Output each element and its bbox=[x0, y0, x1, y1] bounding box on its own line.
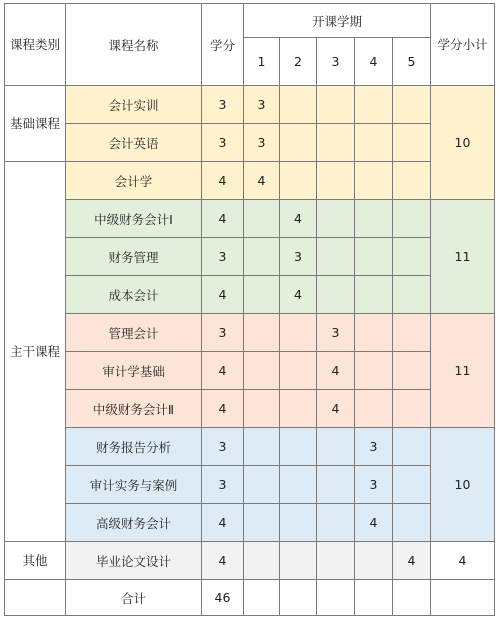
curriculum-table bbox=[4, 3, 495, 616]
header-semester-3: 3 bbox=[317, 38, 355, 86]
semester-cell-1 bbox=[244, 314, 280, 352]
semester-cell-1 bbox=[244, 466, 280, 504]
semester-cell-3 bbox=[317, 542, 355, 580]
semester-cell-4 bbox=[355, 86, 393, 124]
course-name: 会计英语 bbox=[66, 124, 202, 162]
semester-cell-3: 4 bbox=[317, 390, 355, 428]
total-empty-cell bbox=[431, 580, 495, 616]
course-name: 高级财务会计 bbox=[66, 504, 202, 542]
semester-cell-3 bbox=[317, 162, 355, 200]
course-name: 会计学 bbox=[66, 162, 202, 200]
table-row bbox=[5, 162, 495, 200]
course-name: 中级财务会计Ⅰ bbox=[66, 200, 202, 238]
semester-cell-3 bbox=[317, 428, 355, 466]
semester-cell-2: 4 bbox=[280, 200, 317, 238]
semester-cell-5: 4 bbox=[393, 542, 431, 580]
course-name: 审计实务与案例 bbox=[66, 466, 202, 504]
semester-cell-1 bbox=[244, 428, 280, 466]
course-credits: 4 bbox=[202, 162, 244, 200]
semester-cell-3 bbox=[317, 504, 355, 542]
header-semester-5: 5 bbox=[393, 38, 431, 86]
semester-cell-3 bbox=[317, 276, 355, 314]
semester-cell-3 bbox=[317, 124, 355, 162]
semester-cell-3: 3 bbox=[317, 314, 355, 352]
course-name: 管理会计 bbox=[66, 314, 202, 352]
semester-cell-1: 3 bbox=[244, 124, 280, 162]
semester-cell-4 bbox=[355, 200, 393, 238]
semester-cell-2 bbox=[280, 466, 317, 504]
semester-cell-1 bbox=[244, 238, 280, 276]
table-row bbox=[5, 124, 495, 162]
course-credits: 4 bbox=[202, 504, 244, 542]
semester-cell-4: 3 bbox=[355, 428, 393, 466]
course-credits: 3 bbox=[202, 238, 244, 276]
semester-cell-4 bbox=[355, 542, 393, 580]
semester-cell-4 bbox=[355, 390, 393, 428]
course-name: 毕业论文设计 bbox=[66, 542, 202, 580]
table-row bbox=[5, 504, 495, 542]
semester-cell-1 bbox=[244, 390, 280, 428]
table-row bbox=[5, 238, 495, 276]
semester-cell-4 bbox=[355, 314, 393, 352]
table-row bbox=[5, 86, 495, 124]
course-credits: 3 bbox=[202, 124, 244, 162]
table-row bbox=[5, 276, 495, 314]
course-credits: 3 bbox=[202, 466, 244, 504]
category-cell-other: 其他 bbox=[5, 542, 66, 580]
semester-cell-1 bbox=[244, 200, 280, 238]
semester-cell-5 bbox=[393, 352, 431, 390]
semester-cell-1 bbox=[244, 504, 280, 542]
semester-cell-4: 3 bbox=[355, 466, 393, 504]
subtotal-cell: 11 bbox=[431, 314, 495, 428]
header-subtotal: 学分小计 bbox=[431, 4, 495, 86]
semester-cell-2 bbox=[280, 352, 317, 390]
semester-cell-2 bbox=[280, 504, 317, 542]
course-credits: 4 bbox=[202, 276, 244, 314]
semester-cell-5 bbox=[393, 86, 431, 124]
header-course-name: 课程名称 bbox=[66, 4, 202, 86]
total-label: 合计 bbox=[66, 580, 202, 616]
semester-cell-5 bbox=[393, 390, 431, 428]
course-credits: 4 bbox=[202, 390, 244, 428]
subtotal-cell: 4 bbox=[431, 542, 495, 580]
table-row bbox=[5, 390, 495, 428]
table-row bbox=[5, 352, 495, 390]
category-cell-core: 主干课程 bbox=[5, 162, 66, 542]
total-row bbox=[5, 580, 495, 616]
header-row-1 bbox=[5, 4, 495, 38]
course-name: 成本会计 bbox=[66, 276, 202, 314]
semester-cell-2 bbox=[280, 314, 317, 352]
total-empty-cell bbox=[280, 580, 317, 616]
total-empty-cell bbox=[355, 580, 393, 616]
semester-cell-2 bbox=[280, 428, 317, 466]
semester-cell-4 bbox=[355, 238, 393, 276]
semester-cell-3: 4 bbox=[317, 352, 355, 390]
table-row bbox=[5, 314, 495, 352]
course-credits: 3 bbox=[202, 86, 244, 124]
table-row bbox=[5, 466, 495, 504]
header-semester-group: 开课学期 bbox=[244, 4, 431, 38]
semester-cell-4 bbox=[355, 162, 393, 200]
header-semester-4: 4 bbox=[355, 38, 393, 86]
course-name: 审计学基础 bbox=[66, 352, 202, 390]
semester-cell-2: 4 bbox=[280, 276, 317, 314]
semester-cell-3 bbox=[317, 466, 355, 504]
semester-cell-2 bbox=[280, 86, 317, 124]
category-cell-basic: 基础课程 bbox=[5, 86, 66, 162]
header-semester-2: 2 bbox=[280, 38, 317, 86]
course-name: 中级财务会计Ⅱ bbox=[66, 390, 202, 428]
subtotal-cell: 11 bbox=[431, 200, 495, 314]
semester-cell-2 bbox=[280, 162, 317, 200]
semester-cell-2 bbox=[280, 390, 317, 428]
total-empty-cell bbox=[393, 580, 431, 616]
semester-cell-5 bbox=[393, 238, 431, 276]
course-credits: 3 bbox=[202, 428, 244, 466]
semester-cell-4 bbox=[355, 276, 393, 314]
subtotal-cell: 10 bbox=[431, 86, 495, 200]
course-name: 财务管理 bbox=[66, 238, 202, 276]
semester-cell-5 bbox=[393, 428, 431, 466]
semester-cell-1 bbox=[244, 542, 280, 580]
semester-cell-4: 4 bbox=[355, 504, 393, 542]
semester-cell-2 bbox=[280, 124, 317, 162]
header-category: 课程类别 bbox=[5, 4, 66, 86]
header-credits: 学分 bbox=[202, 4, 244, 86]
semester-cell-5 bbox=[393, 504, 431, 542]
table-row bbox=[5, 428, 495, 466]
semester-cell-3 bbox=[317, 200, 355, 238]
course-name: 财务报告分析 bbox=[66, 428, 202, 466]
semester-cell-1 bbox=[244, 352, 280, 390]
total-empty-cell bbox=[244, 580, 280, 616]
semester-cell-3 bbox=[317, 86, 355, 124]
semester-cell-5 bbox=[393, 466, 431, 504]
semester-cell-5 bbox=[393, 314, 431, 352]
course-name: 会计实训 bbox=[66, 86, 202, 124]
total-credits: 46 bbox=[202, 580, 244, 616]
semester-cell-5 bbox=[393, 162, 431, 200]
total-empty-category bbox=[5, 580, 66, 616]
semester-cell-3 bbox=[317, 238, 355, 276]
semester-cell-2: 3 bbox=[280, 238, 317, 276]
course-credits: 4 bbox=[202, 542, 244, 580]
course-credits: 4 bbox=[202, 352, 244, 390]
course-credits: 3 bbox=[202, 314, 244, 352]
table-row bbox=[5, 200, 495, 238]
subtotal-cell: 10 bbox=[431, 428, 495, 542]
semester-cell-1: 4 bbox=[244, 162, 280, 200]
semester-cell-1 bbox=[244, 276, 280, 314]
table-wrapper bbox=[4, 3, 495, 616]
semester-cell-2 bbox=[280, 542, 317, 580]
semester-cell-4 bbox=[355, 124, 393, 162]
table-row bbox=[5, 542, 495, 580]
header-semester-1: 1 bbox=[244, 38, 280, 86]
semester-cell-4 bbox=[355, 352, 393, 390]
semester-cell-5 bbox=[393, 276, 431, 314]
semester-cell-5 bbox=[393, 124, 431, 162]
total-empty-cell bbox=[317, 580, 355, 616]
course-credits: 4 bbox=[202, 200, 244, 238]
semester-cell-5 bbox=[393, 200, 431, 238]
semester-cell-1: 3 bbox=[244, 86, 280, 124]
